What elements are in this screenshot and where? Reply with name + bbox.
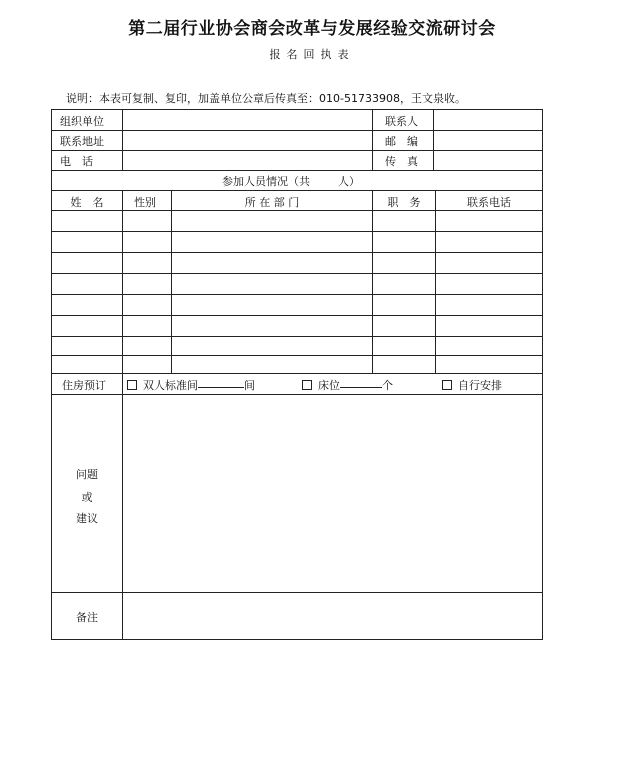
- phone-label: 电 话: [60, 155, 93, 168]
- lodging-option-self[interactable]: [442, 377, 502, 393]
- questions-label-line3: 建议: [76, 512, 98, 525]
- checkbox-bed[interactable]: [302, 380, 312, 390]
- double-room-count-field[interactable]: [198, 387, 244, 388]
- double-room-label: 双人标准间: [143, 379, 198, 392]
- fax-label: 传 真: [385, 155, 418, 168]
- lodging-label: 住房预订: [62, 379, 106, 392]
- column-header-department: 所 在 部 门: [244, 196, 300, 209]
- participants-heading-suffix: 人）: [338, 175, 360, 188]
- org-unit-label: 组织单位: [60, 115, 104, 128]
- bed-count-field[interactable]: [340, 387, 382, 388]
- column-header-position: 职 务: [387, 196, 421, 209]
- postcode-label: 邮 编: [385, 135, 418, 148]
- questions-label-line2: 或: [81, 491, 93, 504]
- bed-label: 床位: [318, 379, 340, 392]
- participants-heading-prefix: 参加人员情况（共: [222, 175, 310, 188]
- instruction-note: 说明：本表可复制、复印，加盖单位公章后传真至：010-51733908，王文泉收。: [66, 92, 466, 105]
- form-subtitle: 报名回执表: [269, 48, 355, 61]
- bed-unit-label: 个: [382, 379, 393, 392]
- checkbox-double-room[interactable]: [127, 380, 137, 390]
- form-title: 第二届行业协会商会改革与发展经验交流研讨会: [128, 19, 496, 39]
- address-label: 联系地址: [60, 135, 104, 148]
- questions-label-line1: 问题: [76, 468, 98, 481]
- room-unit-label: 间: [244, 379, 255, 392]
- column-header-name: 姓 名: [70, 196, 104, 209]
- column-header-phone: 联系电话: [467, 196, 511, 209]
- contact-person-label: 联系人: [385, 115, 418, 128]
- self-arrange-label: 自行安排: [458, 379, 502, 392]
- remarks-label: 备注: [76, 611, 98, 624]
- checkbox-self-arrange[interactable]: [442, 380, 452, 390]
- form-border: [52, 110, 543, 640]
- lodging-option-double[interactable]: [127, 377, 255, 393]
- participants-heading: [222, 173, 360, 189]
- lodging-option-bed[interactable]: [302, 377, 393, 393]
- column-header-gender: 性别: [134, 196, 156, 209]
